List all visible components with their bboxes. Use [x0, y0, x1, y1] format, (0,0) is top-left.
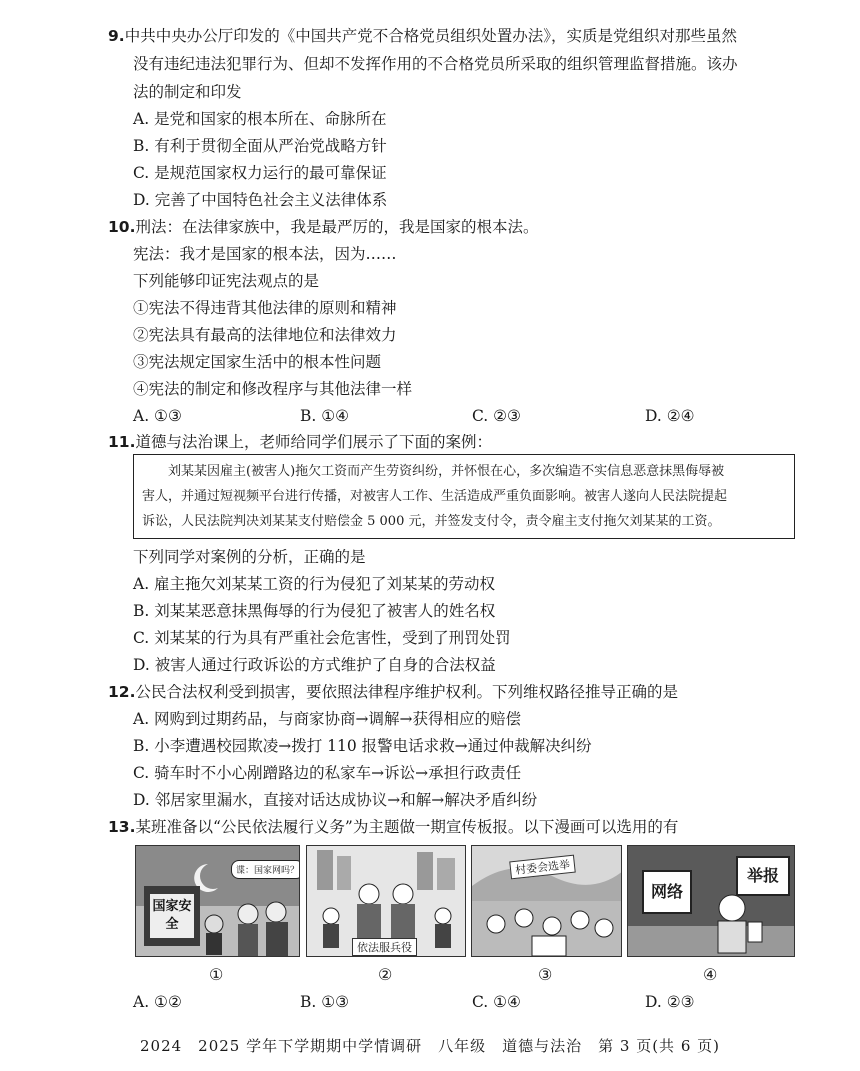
q11-case-box — [133, 454, 795, 539]
comic-2-banner: 依法服兵役 — [352, 938, 417, 956]
q11-line-1 — [108, 430, 492, 454]
q13-line-1 — [108, 815, 678, 839]
comic-3-image — [471, 845, 622, 957]
q13-option-c: C. ①④ — [472, 993, 521, 1011]
q13-option-b: B. ①③ — [300, 993, 350, 1011]
q11-prompt: 下列同学对案例的分析，正确的是 — [133, 548, 366, 566]
q10-option-b: B. ①④ — [300, 407, 350, 425]
comic-1-image — [135, 845, 300, 957]
comic-2-image — [306, 845, 466, 957]
q10-statement-3: ③宪法规定国家生活中的根本性问题 — [133, 353, 382, 371]
q10-statement-2: ②宪法具有最高的法律地位和法律效力 — [133, 326, 397, 344]
q12-option-c: C. 骑车时不小心剐蹭路边的私家车→诉讼→承担行政责任 — [133, 764, 522, 782]
q9-stem-2: 没有违纪违法犯罪行为、但却不发挥作用的不合格党员所采取的组织管理监督措施。该办 — [133, 55, 738, 73]
q12-stem: 公民合法权利受到损害，要依照法律程序维护权利。下列维权路径推导正确的是 — [135, 683, 678, 701]
q13-option-a: A. ①② — [133, 993, 182, 1011]
q12-number: 12. — [108, 683, 136, 701]
comic-1-number: ① — [209, 965, 224, 984]
q9-number: 9. — [108, 27, 125, 45]
q13-option-d: D. ②③ — [645, 993, 695, 1011]
q10-option-a: A. ①③ — [133, 407, 182, 425]
q9-line-1 — [108, 24, 737, 48]
comic-3-banner: 村委会选举 — [509, 855, 576, 880]
comic-4-label-left: 网络 — [642, 870, 692, 914]
q12-option-d: D. 邻居家里漏水，直接对话达成协议→和解→解决矛盾纠纷 — [133, 791, 538, 809]
q10-stem-1: 刑法：在法律家族中，我是最严厉的，我是国家的根本法。 — [135, 218, 539, 236]
q9-option-d: D. 完善了中国特色社会主义法律体系 — [133, 191, 388, 209]
q9-option-a: A. 是党和国家的根本所在、命脉所在 — [133, 110, 387, 128]
q13-number: 13. — [108, 818, 136, 836]
q9-stem-1: 中共中央办公厅印发的《中国共产党不合格党员组织处置办法》，实质是党组织对那些虽然 — [124, 27, 737, 45]
q10-option-c: C. ②③ — [472, 407, 521, 425]
q10-statement-1: ①宪法不得违背其他法律的原则和精神 — [133, 299, 397, 317]
q10-stem-2: 宪法：我才是国家的根本法，因为…… — [133, 245, 397, 263]
comic-4-number: ④ — [703, 965, 718, 984]
q11-stem: 道德与法治课上，老师给同学们展示了下面的案例： — [135, 433, 492, 451]
q12-option-b: B. 小李遭遇校园欺凌→拨打 110 报警电话求救→通过仲裁解决纠纷 — [133, 737, 592, 755]
q11-case-line-3: 诉讼，人民法院判决刘某某支付赔偿金 5 000 元，并签发支付令，责令雇主支付拖欠刘某某的工资。 — [142, 514, 721, 529]
q11-case-line-1: 刘某某因雇主(被害人)拖欠工资而产生劳资纠纷，并怀恨在心，多次编造不实信息恶意抹黑侮辱被 — [168, 464, 725, 479]
page-footer: 2024 2025 学年下学期期中学情调研 八年级 道德与法治 第 3 页(共 6 页) — [140, 1037, 720, 1055]
q11-case-line-2: 害人，并通过短视频平台进行传播，对被害人工作、生活造成严重负面影响。被害人遂向人民法院提起 — [142, 489, 728, 504]
q10-statement-4: ④宪法的制定和修改程序与其他法律一样 — [133, 380, 413, 398]
q9-option-b: B. 有利于贯彻全面从严治党战略方针 — [133, 137, 387, 155]
q12-line-1 — [108, 680, 678, 704]
q10-stem-3: 下列能够印证宪法观点的是 — [133, 272, 320, 290]
q11-option-a: A. 雇主拖欠刘某某工资的行为侵犯了刘某某的劳动权 — [133, 575, 496, 593]
comic-4-image — [627, 845, 795, 957]
q11-option-d: D. 被害人通过行政诉讼的方式维护了自身的合法权益 — [133, 656, 496, 674]
q13-stem: 某班准备以“公民依法履行义务”为主题做一期宣传板报。以下漫画可以选用的有 — [135, 818, 679, 836]
q11-number: 11. — [108, 433, 136, 451]
q9-stem-3: 法的制定和印发 — [133, 83, 242, 101]
q11-option-c: C. 刘某某的行为具有严重社会危害性，受到了刑罚处罚 — [133, 629, 511, 647]
comic-1-speech-bubble: 谍：国家网吗？ — [231, 860, 300, 879]
q10-option-d: D. ②④ — [645, 407, 695, 425]
q9-option-c: C. 是规范国家权力运行的最可靠保证 — [133, 164, 387, 182]
q10-number: 10. — [108, 218, 136, 236]
comic-2-number: ② — [378, 965, 393, 984]
comic-1-sign-text: 国家安全 — [152, 899, 192, 932]
comic-3-number: ③ — [538, 965, 553, 984]
comic-4-label-right: 举报 — [736, 856, 790, 896]
q11-option-b: B. 刘某某恶意抹黑侮辱的行为侵犯了被害人的姓名权 — [133, 602, 496, 620]
q10-line-1 — [108, 215, 538, 239]
q12-option-a: A. 网购到过期药品，与商家协商→调解→获得相应的赔偿 — [133, 710, 522, 728]
